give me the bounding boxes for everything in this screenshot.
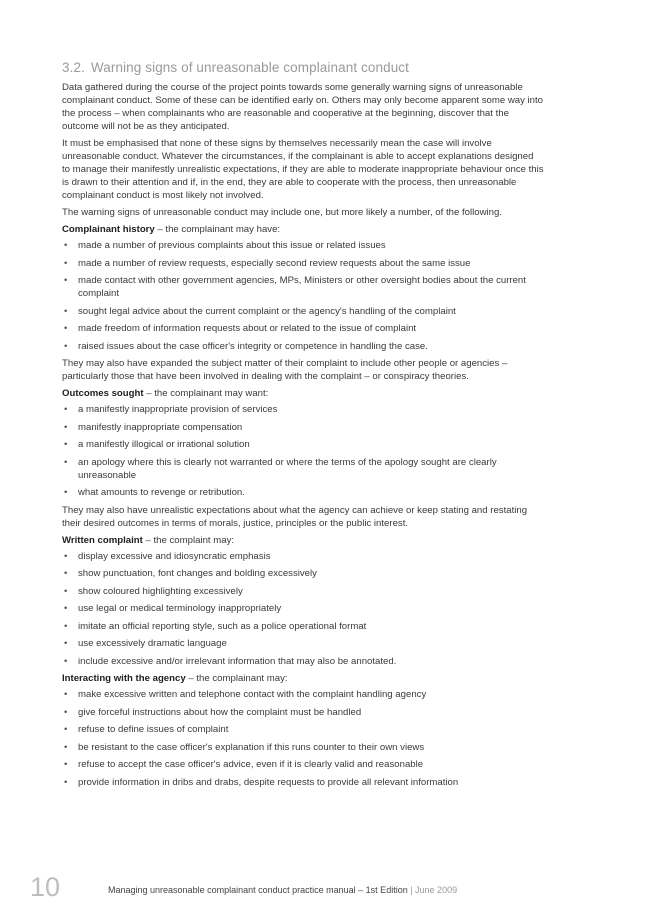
list-item: • give forceful instructions about how the complaint must be handled bbox=[62, 706, 544, 719]
page-content bbox=[62, 60, 544, 793]
interacting-lead: – the complainant may: bbox=[185, 673, 288, 684]
list-item: • refuse to accept the case officer's advice, even if it is clearly valid and reasonable bbox=[62, 758, 544, 771]
written-lead: – the complaint may: bbox=[142, 534, 235, 546]
list-item: • provide information in dribs and drabs, despite requests to provide all relevant information bbox=[62, 776, 544, 789]
written-label: Written complaint bbox=[62, 534, 143, 546]
list-item: • use legal or medical terminology inappropriately bbox=[62, 602, 544, 615]
outcomes-after: They may also have unrealistic expectations about what the agency can achieve or keep stating and restating their desired outcomes in terms of morals, justice, principles or the public interest. bbox=[62, 504, 528, 529]
list-item: • made a number of review requests, especially second review requests about the same issue bbox=[62, 257, 544, 270]
list-item: • an apology where this is clearly not warranted or where the terms of the apology sought are clearly unreasonable bbox=[62, 456, 544, 482]
section-title: Warning signs of unreasonable complainant conduct bbox=[90, 60, 410, 75]
interacting-heading bbox=[62, 672, 544, 685]
footer-date: | June 2009 bbox=[407, 885, 458, 895]
history-lead: – the complainant may have: bbox=[154, 224, 281, 235]
outcomes-heading bbox=[62, 387, 544, 400]
list-item: • show coloured highlighting excessively bbox=[62, 585, 544, 598]
list-item: • made freedom of information requests about or related to the issue of complaint bbox=[62, 322, 544, 335]
footer-edition: – 1st Edition bbox=[355, 885, 408, 895]
intro-paragraph-1: Data gathered during the course of the project points towards some generally warning signs of unreasonable complainant conduct. Some of these can be identified early on. Others may only become apparent some way into the process – when complainants who are reasonable and cooperative at the beginning, discover that the outcome will not be as they anticipated. bbox=[62, 82, 544, 132]
footer-text bbox=[108, 885, 457, 895]
list-item: • what amounts to revenge or retribution. bbox=[62, 486, 544, 499]
section-heading bbox=[62, 60, 544, 75]
list-item: • imitate an official reporting style, such as a police operational format bbox=[62, 620, 544, 633]
history-label: Complainant history bbox=[62, 224, 155, 235]
list-item: • make excessive written and telephone contact with the complaint handling agency bbox=[62, 688, 544, 701]
intro-paragraph-2: It must be emphasised that none of these signs by themselves necessarily mean the case will involve unreasonable conduct. Whatever the circumstances, if the complainant is able to accept explanations designed to manage their manifestly unrealistic expectations, if they are able to moderate inappropriate behaviour once this is drawn to their attention and if, in the end, they are able to cooperate with the process, then unreasonable complainant conduct is most likely not involved. bbox=[62, 138, 544, 201]
footer-title: Managing unreasonable complainant conduct practice manual bbox=[108, 885, 356, 895]
page-footer bbox=[30, 873, 550, 901]
list-item: • made a number of previous complaints about this issue or related issues bbox=[62, 239, 544, 252]
outcomes-label: Outcomes sought bbox=[62, 388, 144, 399]
history-list bbox=[62, 239, 544, 353]
list-item: • sought legal advice about the current complaint or the agency's handling of the complaint bbox=[62, 305, 544, 318]
list-item: • a manifestly inappropriate provision of services bbox=[62, 403, 544, 416]
list-item: • show punctuation, font changes and bolding excessively bbox=[62, 567, 544, 580]
list-item: • display excessive and idiosyncratic emphasis bbox=[62, 550, 544, 563]
list-item: • a manifestly illogical or irrational solution bbox=[62, 438, 544, 451]
intro-paragraph-3: The warning signs of unreasonable conduct may include one, but more likely a number, of the following. bbox=[62, 207, 502, 218]
list-item: • be resistant to the case officer's explanation if this runs counter to their own views bbox=[62, 741, 544, 754]
written-list bbox=[62, 550, 544, 668]
outcomes-lead: – the complainant may want: bbox=[143, 388, 269, 399]
history-after: They may also have expanded the subject matter of their complaint to include other people or agencies – particularly those that have been involved in dealing with the complaint – or conspiracy theories. bbox=[62, 358, 508, 382]
list-item: • include excessive and/or irrelevant information that may also be annotated. bbox=[62, 655, 544, 668]
list-item: • refuse to define issues of complaint bbox=[62, 723, 544, 736]
interacting-label: Interacting with the agency bbox=[62, 673, 186, 684]
list-item: • made contact with other government agencies, MPs, Ministers or other oversight bodies about the current complaint bbox=[62, 274, 544, 300]
interacting-list bbox=[62, 688, 544, 789]
outcomes-list bbox=[62, 403, 544, 499]
section-number: 3.2. bbox=[62, 60, 85, 75]
list-item: • manifestly inappropriate compensation bbox=[62, 421, 544, 434]
history-heading bbox=[62, 223, 544, 236]
page-number: 10 bbox=[30, 872, 61, 902]
written-heading bbox=[62, 534, 544, 547]
list-item: • use excessively dramatic language bbox=[62, 637, 544, 650]
list-item: • raised issues about the case officer's integrity or competence in handling the case. bbox=[62, 340, 544, 353]
